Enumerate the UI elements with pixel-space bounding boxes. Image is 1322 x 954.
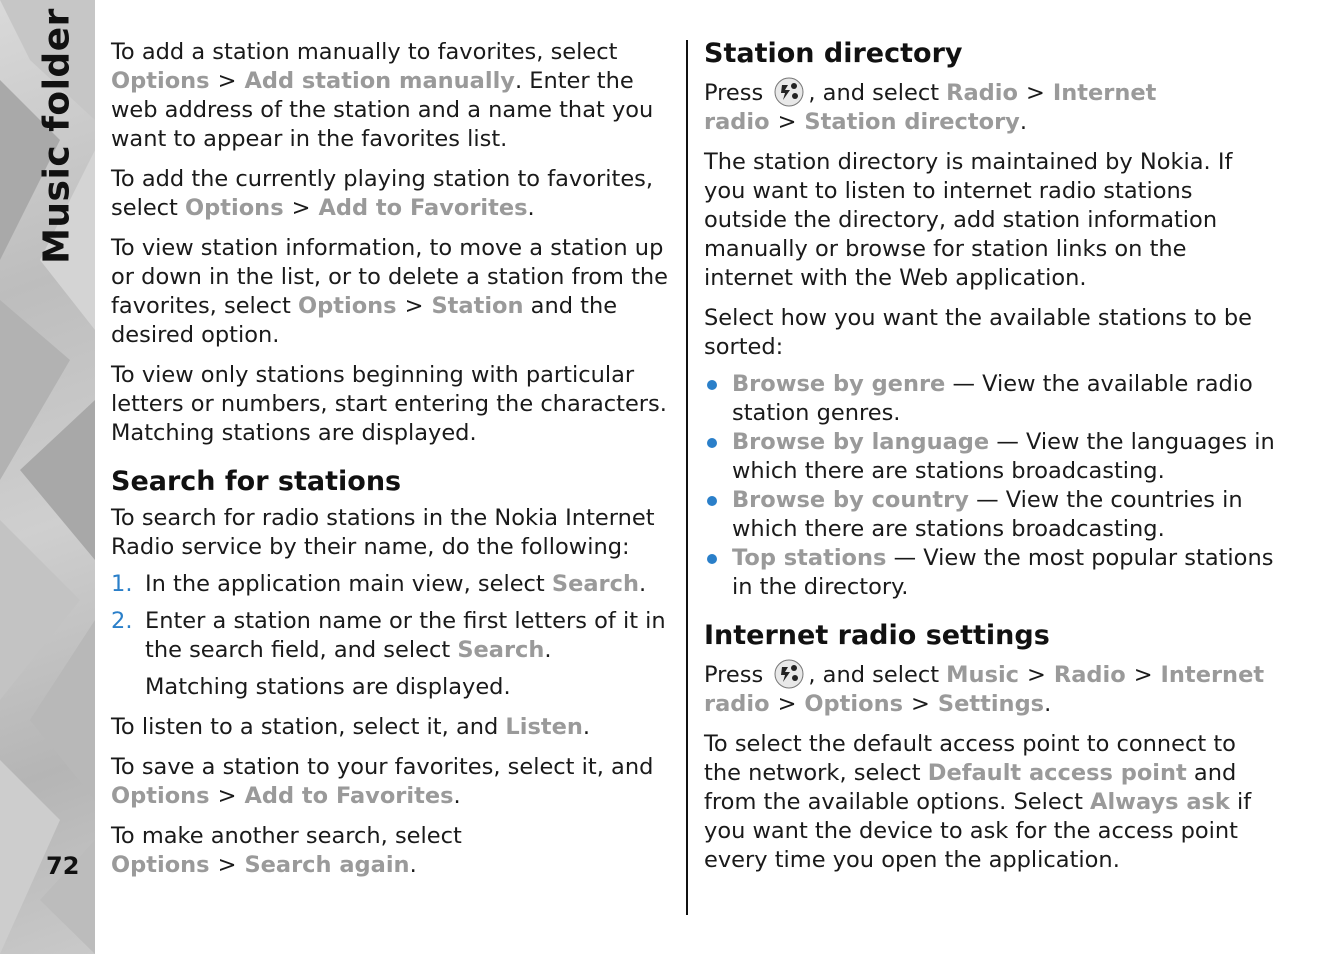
left-column: [111, 38, 677, 891]
right-column: [704, 38, 1276, 886]
paragraph-add-manually: To add a station manually to favorites, select Options > Add station manually. Enter the web address of the station and a name that you want to appear in the favorites list.: [111, 39, 654, 152]
step-item: 1. In the application main view, select Search.: [111, 571, 647, 597]
paragraph-station-info: To view station information, to move a station up or down in the list, or to delete a station from the favorites, select Options > Station and the desired option.: [111, 235, 669, 348]
step-item: 2. Enter a station name or the first letters of it in the search field, and select Search.: [111, 608, 666, 663]
heading-station-directory: Station directory: [704, 38, 963, 69]
paragraph-save-favorite: To save a station to your favorites, select it, and Options > Add to Favorites.: [111, 754, 654, 809]
list-item: Browse by country — View the countries in which there are stations broadcasting.: [704, 486, 1276, 544]
sort-options-list: [704, 370, 1276, 602]
paragraph-sort-intro: Select how you want the available stations to be sorted:: [704, 305, 1253, 360]
paragraph-access-point: To select the default access point to connect to the network, select Default access point and from the available options. Select Always ask if you want the device to ask for the access point every time you open the application.: [704, 731, 1252, 873]
bullet-icon: [707, 554, 717, 564]
column-divider: [686, 40, 688, 915]
paragraph-search-intro: To search for radio stations in the Nokia Internet Radio service by their name, do the following:: [111, 505, 655, 560]
paragraph-listen: To listen to a station, select it, and Listen.: [111, 714, 591, 740]
menu-key-icon: [774, 76, 804, 108]
bullet-icon: [707, 496, 717, 506]
heading-search-stations: Search for stations: [111, 466, 402, 497]
step-note: Matching stations are displayed.: [145, 674, 511, 700]
page-number: 72: [46, 852, 80, 880]
paragraph-filter: To view only stations beginning with particular letters or numbers, start entering the characters. Matching stations are displayed.: [111, 362, 667, 446]
paragraph-search-again: To make another search, select Options > Search again.: [111, 823, 462, 878]
bullet-icon: [707, 438, 717, 448]
bullet-icon: [707, 380, 717, 390]
paragraph-directory-info: The station directory is maintained by Nokia. If you want to listen to internet radio stations outside the directory, add station information manually or browse for station links on the internet with the Web application.: [704, 149, 1233, 291]
chapter-title: Music folder: [36, 8, 78, 264]
chapter-sidebar: [0, 0, 95, 954]
search-steps: [111, 570, 677, 665]
paragraph-add-current: To add the currently playing station to favorites, select Options > Add to Favorites.: [111, 166, 654, 221]
list-item: Top stations — View the most popular stations in the directory.: [704, 544, 1276, 602]
paragraph-press-settings: Press , and select Music > Radio > Internet radio > Options > Settings.: [704, 658, 1276, 719]
list-item: Browse by language — View the languages in which there are stations broadcasting.: [704, 428, 1276, 486]
heading-radio-settings: Internet radio settings: [704, 620, 1050, 651]
list-item: Browse by genre — View the available radio station genres.: [704, 370, 1276, 428]
menu-key-icon: [774, 658, 804, 690]
paragraph-press-directory: Press , and select Radio > Internet radio > Station directory.: [704, 76, 1276, 137]
